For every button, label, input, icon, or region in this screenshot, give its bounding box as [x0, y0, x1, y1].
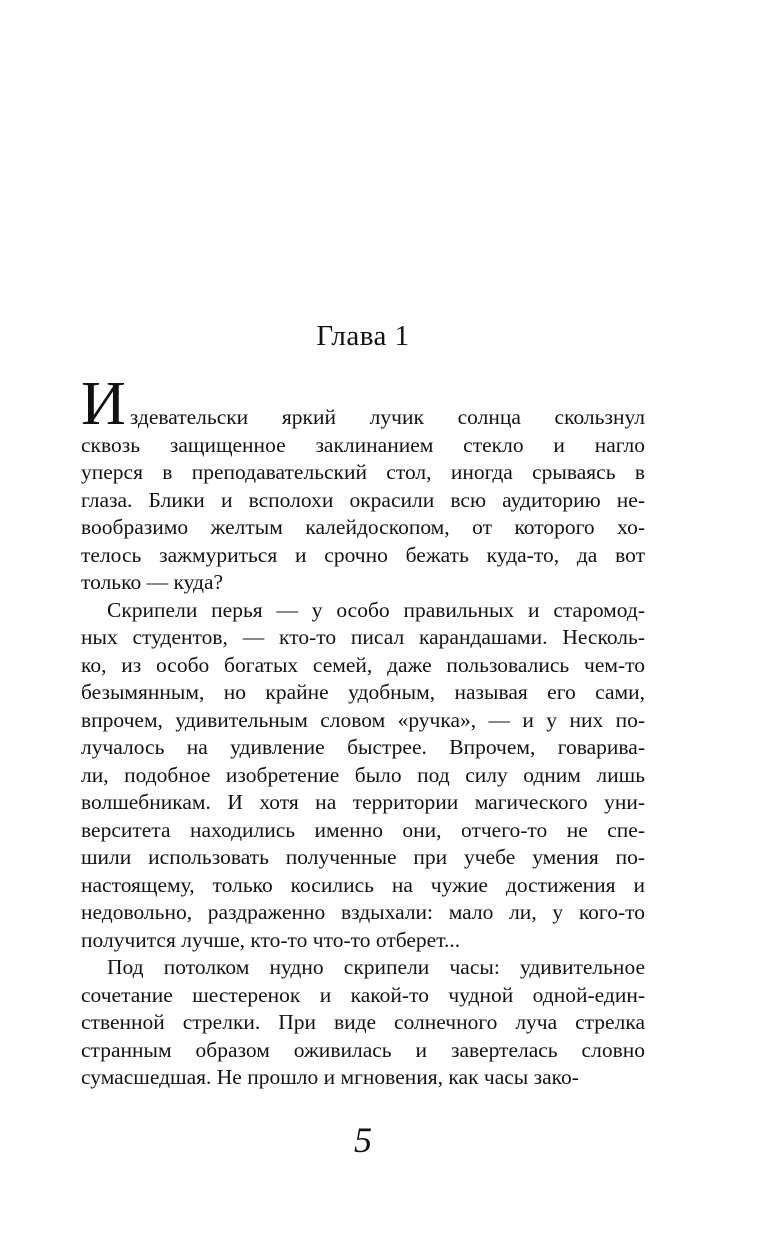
text-column	[81, 0, 645, 1159]
text-line: Издевательски яркий лучик солнца скользнул	[81, 370, 645, 438]
text-line: шили использовать полученные при учебе умения по-	[81, 845, 645, 869]
text-line: Скрипели перья — у особо правильных и старомод-	[107, 597, 645, 622]
text-line: волшебникам. И хотя на территории магического уни-	[81, 790, 645, 814]
text-line: недовольно, раздраженно вздыхали: мало ли, у кого-то	[81, 900, 645, 924]
paragraph	[81, 954, 645, 1092]
text-line: верситета находились именно они, отчего-то не спе-	[81, 817, 645, 842]
text-line: ных студентов, — кто-то писал карандашами. Несколь-	[81, 625, 645, 649]
page-number: 5	[354, 1119, 372, 1160]
text-line: сквозь защищенное заклинанием стекло и нагло	[81, 432, 645, 457]
paragraph	[81, 370, 645, 597]
text-line: сумасшедшая. Не прошло и мгновения, как часы зако-	[81, 1065, 579, 1089]
text-line: сочетание шестеренок и какой-то чудной одной-един-	[81, 982, 645, 1007]
text-line: настоящему, только косились на чужие достижения и	[81, 872, 645, 897]
text-line: только — куда?	[81, 570, 224, 594]
text-line: безымянным, но крайне удобным, называя его сами,	[81, 680, 645, 704]
text-line: уперся в преподавательский стол, иногда срываясь в	[81, 460, 645, 484]
text-line: лучалось на удивление быстрее. Впрочем, говарива-	[81, 735, 645, 759]
text-line: Под потолком нудно скрипели часы: удивительное	[107, 955, 645, 979]
text-line: ко, из особо богатых семей, даже пользовались чем-то	[81, 652, 645, 677]
text-line: ли, подобное изобретение было под силу одним лишь	[81, 762, 645, 787]
chapter-title: Глава 1	[316, 320, 410, 352]
drop-cap-initial: И	[81, 370, 126, 438]
text-line: вообразимо желтым калейдоскопом, от которого хо-	[81, 515, 645, 539]
text-line: получится лучше, кто-то что-то отберет...	[81, 927, 461, 952]
text-line: странным образом оживилась и завертелась словно	[81, 1037, 645, 1062]
text-line: ственной стрелки. При виде солнечного луча стрелка	[81, 1010, 645, 1034]
text-line: впрочем, удивительным словом «ручка», — и у них по-	[81, 707, 645, 732]
paragraph	[81, 597, 645, 955]
body-text	[81, 370, 645, 1092]
text-line: телось зажмуриться и срочно бежать куда-то, да вот	[81, 542, 645, 567]
text-line: глаза. Блики и всполохи окрасили всю аудиторию не-	[81, 487, 645, 512]
